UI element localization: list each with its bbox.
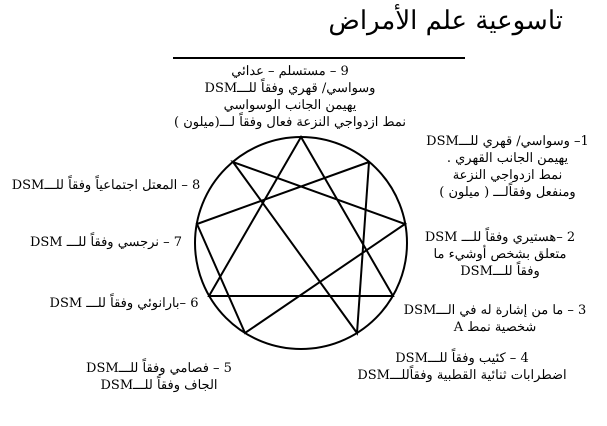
point-7-line: 7 – نرجسي وفقاً للـــ DSM bbox=[29, 235, 183, 250]
point-2-line: متعلق بشخص أوشيء ما bbox=[433, 247, 567, 262]
point-5-line: 5 – فصامي وفقاً للـــDSM bbox=[86, 361, 232, 376]
point-2-label bbox=[400, 229, 600, 280]
point-5-line: الجاف وفقاً للـــDSM bbox=[100, 378, 218, 393]
point-9-line: 9 – مستسلم – عدائي bbox=[231, 64, 349, 79]
point-9-label bbox=[140, 63, 440, 131]
point-2-line: وفقاً للـــDSM bbox=[460, 264, 540, 279]
enneagram-circle bbox=[195, 137, 407, 349]
point-9-line: يهيمن الجانب الوسواسي bbox=[223, 98, 357, 113]
page-title: تاسوعية علم الأمراض bbox=[328, 6, 563, 36]
point-9-line: نمط ازدواجي النزعة فعال وفقاً لـــ(ميلون ) bbox=[173, 115, 406, 130]
point-6-line: 6 –بارانوئي وفقاً للـــ DSM bbox=[49, 296, 199, 311]
point-3-line: 3 – ما من إشارة له في الـــDSM bbox=[403, 303, 587, 318]
point-8-line: 8 – المعتل اجتماعياً وفقاً للـــDSM bbox=[11, 178, 201, 193]
point-9-line: وسواسي/ قهري وفقاً للـــDSM bbox=[204, 81, 376, 96]
point-8-label bbox=[6, 177, 206, 194]
point-4-line: 4 – كئيب وفقاً للـــDSM bbox=[395, 351, 529, 366]
point-1-line: يهيمن الجانب القهري . bbox=[446, 151, 569, 166]
point-3-label bbox=[385, 302, 605, 336]
point-6-label bbox=[34, 295, 214, 312]
point-1-label bbox=[405, 133, 607, 201]
point-4-label bbox=[337, 350, 587, 384]
point-4-line: اضطرابات ثنائية القطبية وفقاًللـــDSM bbox=[357, 368, 567, 383]
point-1-line: 1– وسواسي/ قهري للـــDSM bbox=[426, 134, 589, 149]
point-5-label bbox=[76, 360, 242, 394]
point-2-line: 2 –هستيري وفقاً للـــ DSM bbox=[424, 230, 576, 245]
enneagram-hexad bbox=[197, 162, 405, 333]
point-7-label bbox=[28, 234, 184, 251]
point-1-line: ومنفعل وفقاًلـــ ( ميلون ) bbox=[439, 185, 576, 200]
point-1-line: نمط ازدواجي النزعة bbox=[452, 168, 563, 183]
point-3-line: شخصية نمط A bbox=[453, 320, 537, 335]
